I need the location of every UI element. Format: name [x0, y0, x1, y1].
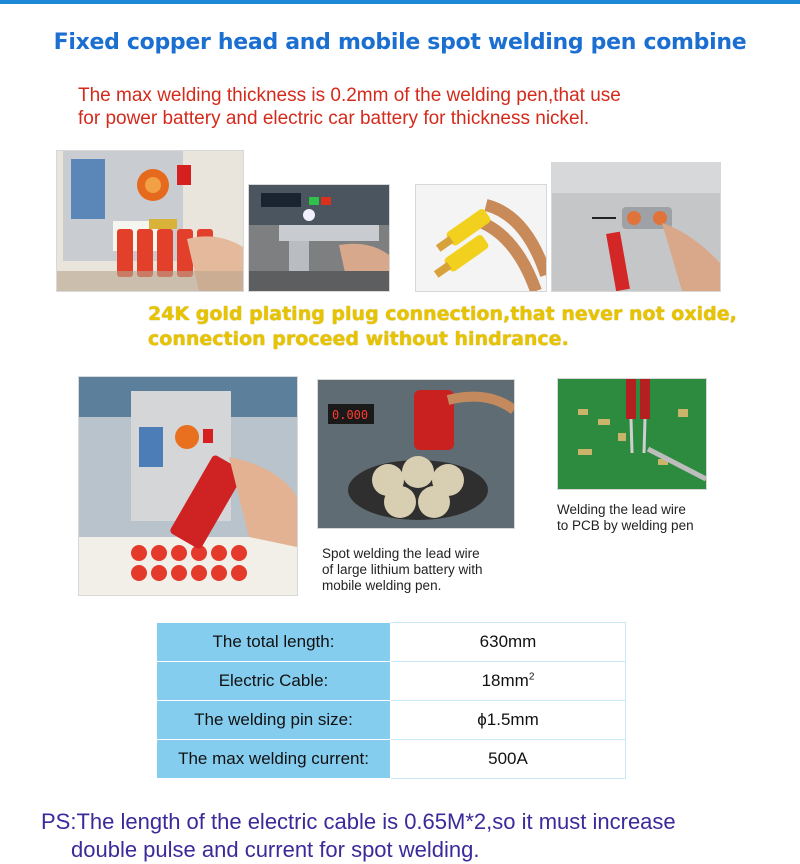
spec-value: 630mm	[391, 623, 626, 662]
spec-value: ϕ1.5mm	[391, 701, 626, 740]
ps-note	[41, 808, 781, 864]
spec-table	[156, 622, 626, 779]
spec-label: Electric Cable:	[157, 662, 391, 701]
top-accent-bar	[0, 0, 800, 4]
spec-value: 500A	[391, 740, 626, 779]
spec-value-superscript: 2	[528, 671, 535, 683]
intro-line-2: for power battery and electric car battery for thickness nickel.	[78, 108, 590, 129]
caption-battery-line-3: mobile welding pen.	[322, 578, 442, 593]
counter-display-text: 0.000	[332, 408, 369, 422]
gold-note-line-2: connection proceed without hindrance.	[148, 328, 569, 350]
photo-caliper-measurement	[248, 184, 390, 292]
table-row	[157, 740, 626, 779]
gold-plating-note	[148, 302, 768, 352]
caption-pcb-line-1: Welding the lead wire	[557, 502, 686, 517]
photo-welder-battery-pack	[56, 150, 244, 292]
caption-battery-line-2: of large lithium battery with	[322, 562, 483, 577]
table-row	[157, 701, 626, 740]
spec-value-text: 18mm	[481, 671, 529, 690]
table-row	[157, 662, 626, 701]
gold-note-line-1: 24K gold plating plug connection,that never not oxide,	[148, 303, 737, 325]
ps-line-1: PS:The length of the electric cable is 0.65M*2,so it must increase	[41, 809, 676, 834]
caption-pcb-line-2: to PCB by welding pen	[557, 518, 694, 533]
table-row	[157, 623, 626, 662]
spec-label: The total length:	[157, 623, 391, 662]
intro-text	[78, 84, 758, 130]
caption-battery-line-1: Spot welding the lead wire	[322, 546, 480, 561]
intro-line-1: The max welding thickness is 0.2mm of the welding pen,that use	[78, 85, 621, 106]
spec-value	[391, 662, 626, 701]
spec-label: The welding pin size:	[157, 701, 391, 740]
page-title: Fixed copper head and mobile spot welding pen combine	[53, 30, 747, 55]
photo-gold-plugs	[415, 184, 547, 292]
caption-battery-welding	[322, 546, 483, 594]
photo-pcb-welding	[557, 378, 707, 490]
ps-line-2: double pulse and current for spot welding.	[71, 837, 480, 862]
photo-lithium-battery-welding	[317, 379, 515, 529]
photo-welder-with-pen	[78, 376, 298, 596]
spec-label: The max welding current:	[157, 740, 391, 779]
caption-pcb-welding	[557, 502, 694, 534]
photo-plug-in-machine	[551, 162, 721, 292]
